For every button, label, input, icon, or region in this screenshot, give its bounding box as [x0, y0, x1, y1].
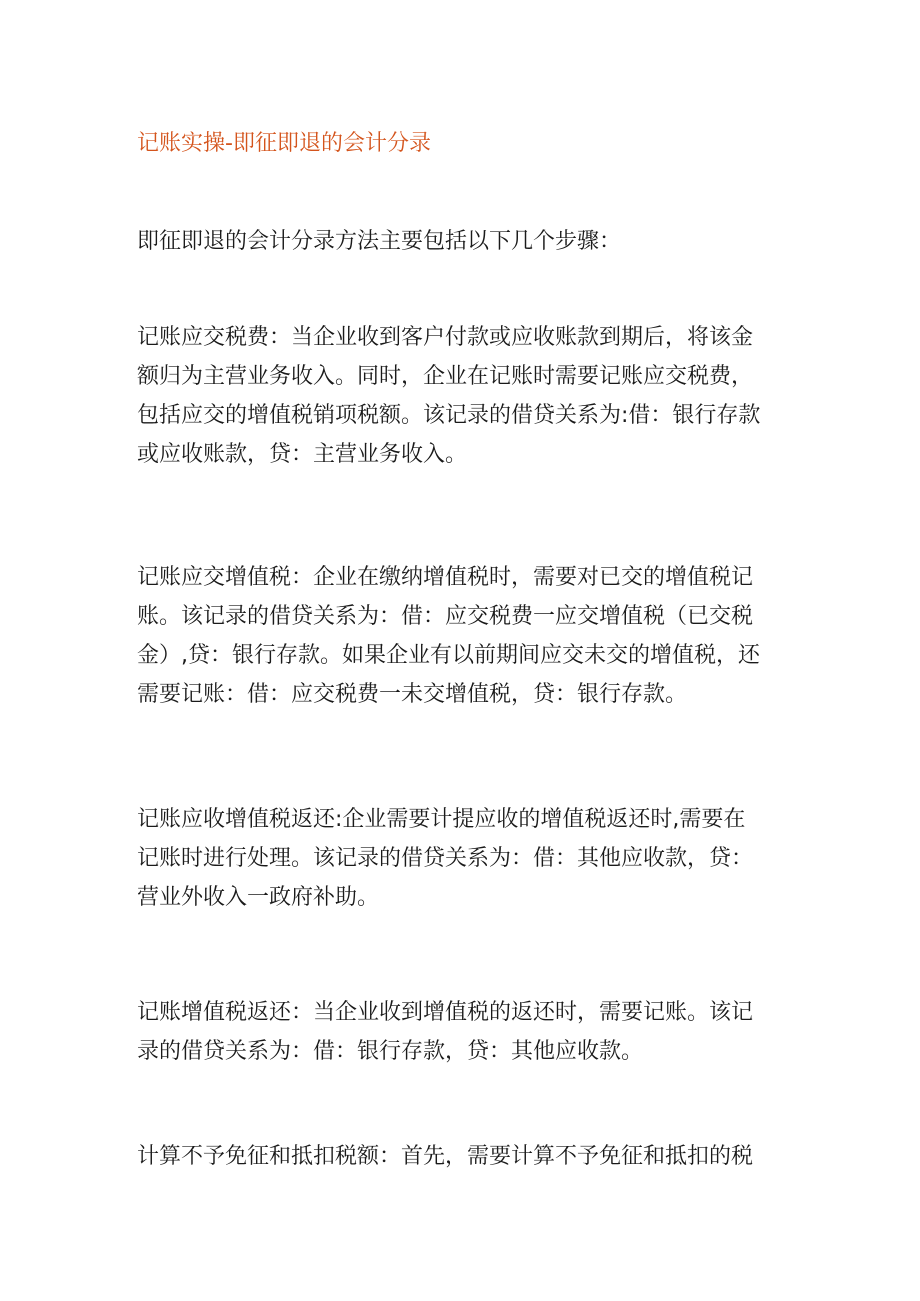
paragraph-line: 包括应交的增值税销项税额。该记录的借贷关系为:借：银行存款	[137, 403, 761, 428]
intro-paragraph	[137, 222, 621, 261]
paragraph-line: 额归为主营业务收入。同时，企业在记账时需要记账应交税费，	[137, 364, 754, 389]
document-title: 记账实操-即征即退的会计分录	[137, 131, 431, 156]
paragraph-line: 录的借贷关系为：借：银行存款，贷：其他应收款。	[137, 1039, 644, 1064]
paragraph-vat-refund-receivable	[137, 800, 753, 917]
paragraph-line: 需要记账：借：应交税费一未交增值税，贷：银行存款。	[137, 682, 688, 707]
paragraph-line: 金）,贷：银行存款。如果企业有以前期间应交未交的增值税，还	[137, 643, 760, 668]
paragraph-vat-refund	[137, 993, 753, 1071]
paragraph-line: 即征即退的会计分录方法主要包括以下几个步骤：	[137, 229, 622, 254]
paragraph-line: 记账增值税返还：当企业收到增值税的返还时，需要记账。该记	[137, 1000, 754, 1025]
paragraph-vat-payable	[137, 558, 760, 714]
paragraph-line: 营业外收入一政府补助。	[137, 885, 380, 910]
paragraph-line: 计算不予免征和抵扣税额：首先，需要计算不予免征和抵扣的税	[137, 1144, 754, 1169]
paragraph-line: 记账时进行处理。该记录的借贷关系为：借：其他应收款，贷：	[137, 846, 754, 871]
paragraph-line: 记账应收增值税返还:企业需要计提应收的增值税返还时,需要在	[137, 807, 746, 832]
paragraph-line: 或应收账款，贷：主营业务收入。	[137, 442, 468, 467]
paragraph-line: 账。该记录的借贷关系为：借：应交税费一应交增值税（已交税	[137, 604, 754, 629]
paragraph-line: 记账应交增值税：企业在缴纳增值税时，需要对已交的增值税记	[137, 565, 754, 590]
paragraph-line: 记账应交税费：当企业收到客户付款或应收账款到期后，将该金	[137, 325, 754, 350]
paragraph-accrued-taxes	[137, 318, 760, 474]
paragraph-non-exempt-tax	[137, 1137, 753, 1176]
